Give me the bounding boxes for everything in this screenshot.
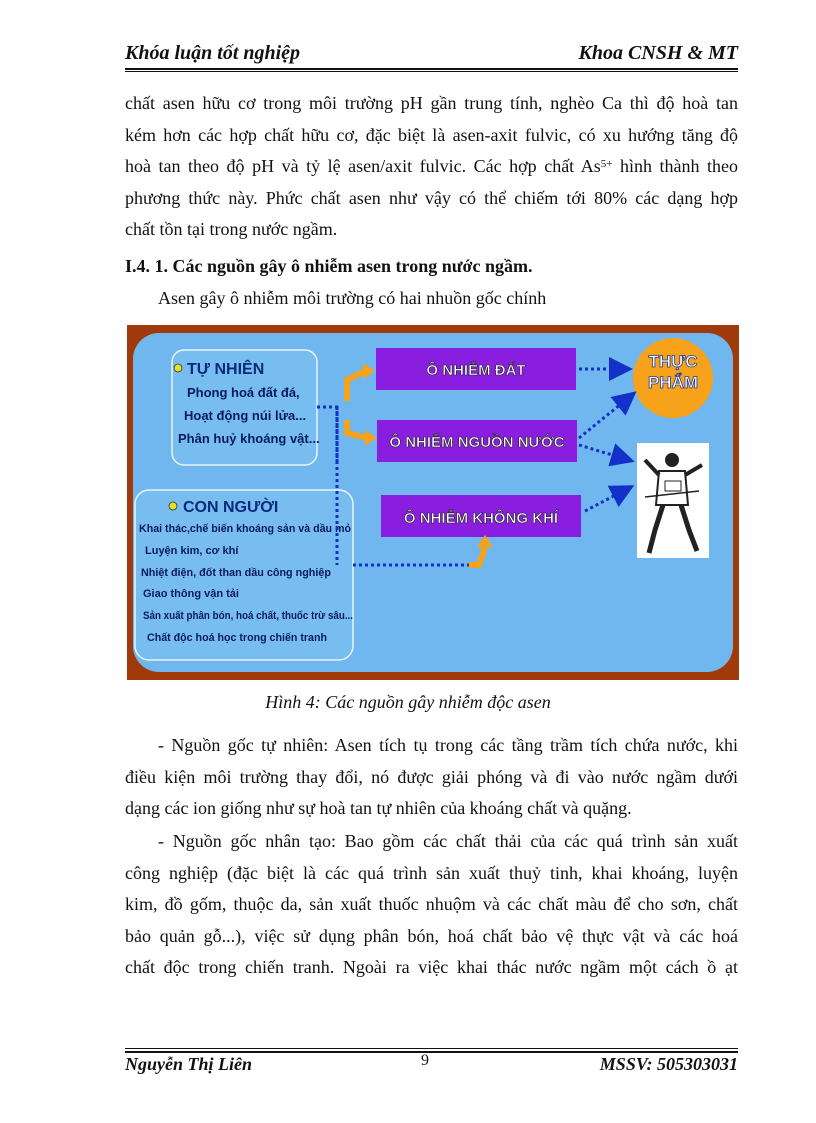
human-item: Khai thác,chế biến khoáng sản và dầu mỏ xyxy=(139,523,352,535)
human-title: CON NGƯỜI xyxy=(183,499,279,516)
text-line: bảo quản gỗ...), việc sử dụng phân bón, hoá chất bảo vệ thực vật và các hoá xyxy=(125,925,738,946)
human-item: Sản xuất phân bón, hoá chất, thuốc trừ sâu... xyxy=(143,610,353,622)
text-line: kim, đồ gốm, thuộc da, sản xuất thuốc nhuộm và các chất màu để cho sơn, chất xyxy=(125,894,738,914)
section-heading: I.4. 1. Các nguồn gây ô nhiễm asen trong nước ngầm. xyxy=(125,256,533,276)
header-rule xyxy=(125,68,738,70)
text-line: dạng các ion giống như sự hoà tan tự nhiên của khoáng chất và quặng. xyxy=(125,798,632,818)
page-header xyxy=(125,42,738,72)
footer-rule xyxy=(125,1051,738,1053)
footer-rule-thin xyxy=(125,1048,738,1049)
page-footer xyxy=(125,1048,738,1078)
intro-line: Asen gây ô nhiễm môi trường có hai nhuồn gốc chính xyxy=(158,288,547,308)
human-item: Luyện kim, cơ khí xyxy=(145,545,239,557)
paragraph-3 xyxy=(125,826,738,984)
paragraph-2 xyxy=(125,730,738,825)
bullet-icon xyxy=(169,502,177,510)
pollution-sources-figure xyxy=(127,325,739,680)
page-number: 9 xyxy=(421,1052,429,1069)
food-label-1: THỰC xyxy=(648,352,698,371)
bullet-icon xyxy=(174,364,182,372)
natural-item: Phong hoá đất đá, xyxy=(187,385,300,400)
header-rule-thin xyxy=(125,71,738,72)
human-item: Nhiệt điện, đốt than dầu công nghiệp xyxy=(141,567,332,579)
header-right: Khoa CNSH & MT xyxy=(578,42,738,64)
text-line: kém hơn các hợp chất hữu cơ, đặc biệt là asen-axit fulvic, có xu hướng tăng độ xyxy=(125,124,738,145)
text-line: chất độc trong chiến tranh. Ngoài ra việc khai thác nước ngầm một cách ồ ạt xyxy=(125,957,738,977)
human-item: Chất độc hoá học trong chiến tranh xyxy=(147,632,328,644)
natural-item: Phân huỷ khoáng vật... xyxy=(178,431,320,446)
text-line: hoà tan theo độ pH và tỷ lệ asen/axit fulvic. Các hợp chất $As^{5+}$ hình thành theo xyxy=(125,156,739,176)
text-line: - Nguồn gốc tự nhiên: Asen tích tụ trong các tầng trầm tích chứa nước, khi xyxy=(158,735,738,755)
superscript: 5+ xyxy=(600,158,613,170)
text-line: công nghiệp (đặc biệt là các quá trình sản xuất thuỷ tinh, khai khoáng, luyện xyxy=(125,862,738,883)
soil-label: Ô NHIỄM ĐẤT xyxy=(426,362,526,379)
text-line: điều kiện môi trường thay đổi, nó được giải phóng và đi vào nước ngầm dưới xyxy=(125,766,738,787)
human-item: Giao thông vận tải xyxy=(143,588,239,600)
food-label-2: PHẨM xyxy=(647,373,699,392)
text-line: phương thức này. Phức chất asen như vậy có thể chiếm tới 80% các dạng hợp xyxy=(125,187,738,208)
air-label: Ô NHIỄM KHÔNG KHÍ xyxy=(403,510,559,527)
natural-title: TỰ NHIÊN xyxy=(187,361,265,378)
figure-caption: Hình 4: Các nguồn gây nhiễm độc asen xyxy=(265,692,551,712)
footer-author: Nguyễn Thị Liên xyxy=(125,1054,253,1074)
water-label: Ô NHIỄM NGUỒN NƯỚC xyxy=(389,434,565,451)
text-line: chất tồn tại trong nước ngầm. xyxy=(125,219,338,239)
footer-student-id: MSSV: 505303031 xyxy=(599,1054,738,1074)
natural-item: Hoạt động núi lửa... xyxy=(184,408,307,423)
text-line: - Nguồn gốc nhân tạo: Bao gồm các chất thải của các quá trình sản xuất xyxy=(158,831,738,851)
runner-image xyxy=(637,443,709,558)
paragraph-1 xyxy=(125,88,738,246)
header-left: Khóa luận tốt nghiệp xyxy=(125,42,301,64)
text-line: chất asen hữu cơ trong môi trường pH gần trung tính, nghèo Ca thì độ hoà tan xyxy=(125,93,738,113)
